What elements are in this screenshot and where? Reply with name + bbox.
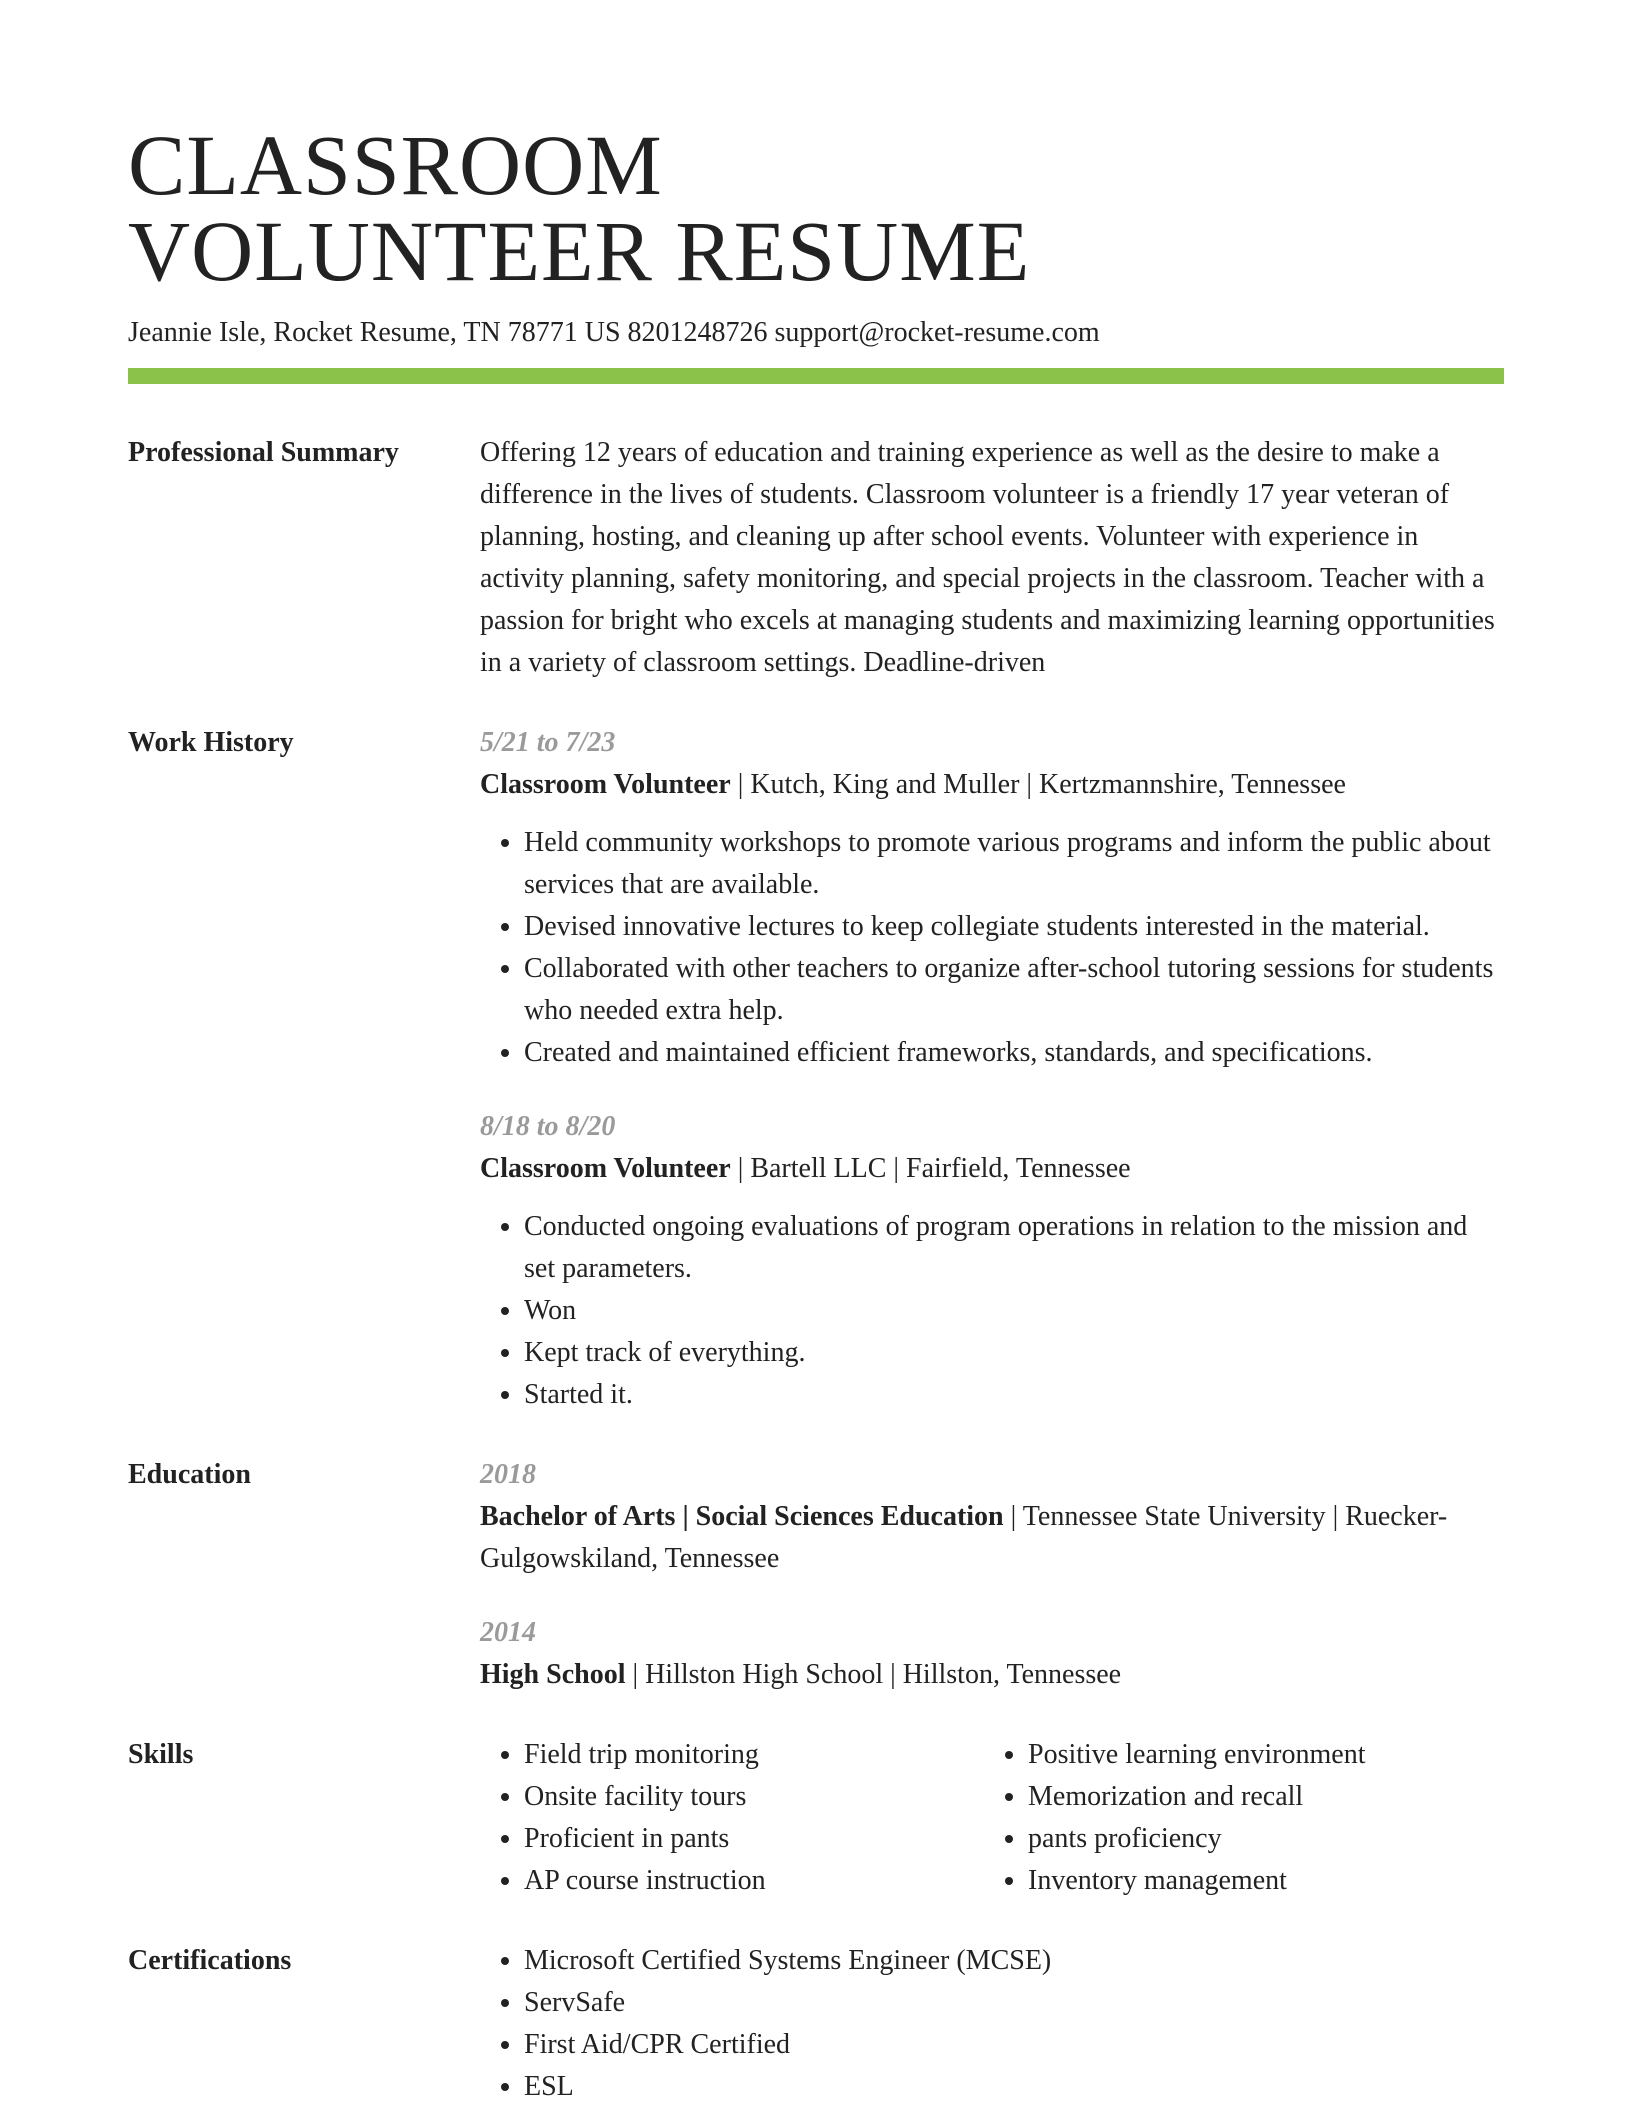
list-item: • Created and maintained efficient frameworks, standards, and specifications. (524, 1032, 1504, 1074)
list-item: • Collaborated with other teachers to organize after-school tutoring sessions for students who needed extra help. (524, 948, 1504, 1032)
job-title: Classroom Volunteer (480, 1153, 731, 1184)
list-item: • pants proficiency (1028, 1818, 1366, 1860)
contact-line: Jeannie Isle, Rocket Resume, TN 78771 US 8201248726 support@rocket-resume.com (128, 317, 1100, 348)
section-skills (128, 1734, 1504, 1902)
list-item: • AP course instruction (524, 1860, 984, 1902)
list-item: • ServSafe (524, 1982, 1504, 2024)
list-item: • Held community workshops to promote various programs and inform the public about services that are available. (524, 822, 1504, 906)
education-details: | Hillston High School | Hillston, Tennessee (625, 1659, 1122, 1690)
list-item: • Kept track of everything. (524, 1332, 1504, 1374)
section-certifications (128, 1940, 1504, 2108)
education-year: 2018 (480, 1459, 536, 1490)
list-item: • Inventory management (1028, 1860, 1366, 1902)
list-item: • Positive learning environment (1028, 1734, 1366, 1776)
resume-title (128, 117, 1504, 299)
section-body (480, 722, 1504, 1416)
section-professional-summary (128, 432, 1504, 684)
section-label: Skills (128, 1739, 194, 1770)
education-degree: High School (480, 1659, 626, 1690)
section-body (480, 1734, 1504, 1902)
list-item: • Started it. (524, 1374, 1504, 1416)
section-label: Work History (128, 727, 294, 758)
list-item: • Field trip monitoring (524, 1734, 984, 1776)
education-heading (480, 1654, 1504, 1696)
section-body (480, 432, 1504, 684)
section-label: Education (128, 1459, 251, 1490)
job-bullets (480, 1206, 1504, 1416)
education-year: 2014 (480, 1617, 536, 1648)
resume-title-line-1: CLASSROOM (128, 117, 663, 213)
education-heading (480, 1496, 1504, 1580)
skills-columns (480, 1734, 1504, 1902)
education-entry (480, 1454, 1504, 1580)
skills-list-left (480, 1734, 984, 1902)
section-label: Certifications (128, 1945, 292, 1976)
section-label: Professional Summary (128, 437, 399, 468)
accent-divider (128, 368, 1504, 384)
certifications-list (480, 1940, 1504, 2108)
list-item: • Devised innovative lectures to keep collegiate students interested in the material. (524, 906, 1504, 948)
job-heading (480, 1148, 1504, 1190)
section-body (480, 1940, 1504, 2108)
skills-list-right (984, 1734, 1366, 1902)
education-details: | Tennessee State University | Ruecker-Gulgowskiland, Tennessee (480, 1501, 1448, 1574)
job-title: Classroom Volunteer (480, 769, 731, 800)
job-entry (480, 722, 1504, 1074)
job-details: | Kutch, King and Muller | Kertzmannshire, Tennessee (730, 769, 1346, 800)
list-item: • Won (524, 1290, 1504, 1332)
list-item: • ESL (524, 2066, 1504, 2108)
section-education (128, 1454, 1504, 1696)
list-item: • Conducted ongoing evaluations of program operations in relation to the mission and set parameters. (524, 1206, 1504, 1290)
list-item: • Proficient in pants (524, 1818, 984, 1860)
education-degree: Bachelor of Arts | Social Sciences Education (480, 1501, 1004, 1532)
resume-title-line-2: VOLUNTEER RESUME (128, 203, 1031, 299)
section-body (480, 1454, 1504, 1696)
summary-text: Offering 12 years of education and training experience as well as the desire to make a difference in the lives of students. Classroom volunteer is a friendly 17 year veteran of planning, hosting, and cleaning up after school events. Volunteer with experience in activity planning, safety monitoring, and special projects in the classroom. Teacher with a passion for bright who excels at managing students and maximizing learning opportunities in a variety of classroom settings. Deadline-driven (480, 437, 1495, 678)
section-work-history (128, 722, 1504, 1416)
job-bullets (480, 822, 1504, 1074)
list-item: • Microsoft Certified Systems Engineer (MCSE) (524, 1940, 1504, 1982)
education-entry (480, 1612, 1504, 1696)
list-item: • Memorization and recall (1028, 1776, 1366, 1818)
job-dates: 8/18 to 8/20 (480, 1111, 616, 1142)
job-dates: 5/21 to 7/23 (480, 727, 616, 758)
job-entry (480, 1106, 1504, 1416)
job-details: | Bartell LLC | Fairfield, Tennessee (730, 1153, 1131, 1184)
list-item: • Onsite facility tours (524, 1776, 984, 1818)
job-heading (480, 764, 1504, 806)
list-item: • First Aid/CPR Certified (524, 2024, 1504, 2066)
